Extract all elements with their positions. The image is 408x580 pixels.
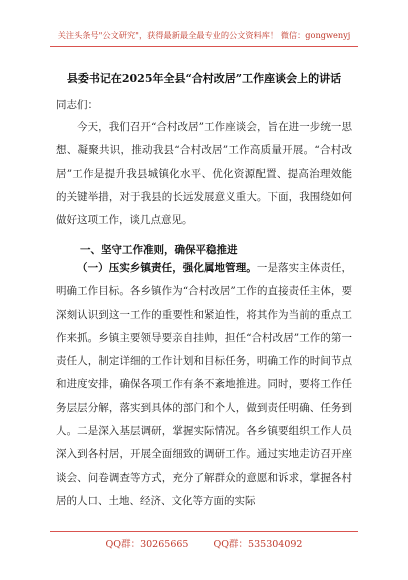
subsection-body: 一是落实主体责任，明确工作目标。各乡镇作为“合村改居”工作的直接责任主体，要深刻认识到这一工作的重要性和紧迫性，将其作为当前的重点工作来抓。乡镇主要领导要亲自挂帅，担任“合村改居”工作的第一责任人，制定详细的工作计划和目标任务，明确工作的时间节点和进度安排，确保各项工作有条不紊地推进。同时，要将工作任务层层分解，落实到具体的部门和个人，做到责任明确、任务到人。二是深入基层调研，掌握实际情况。各乡镇要组织工作人员深入到各村居，开展全面细致的调研工作。通过实地走访召开座谈会、问卷调查等方式，充分了解群众的意愿和诉求，掌握各村居的人口、土地、经济、文化等方面的实际 [56,262,352,507]
salutation: 同志们： [56,99,98,111]
footer-divider [50,531,358,532]
header-divider [50,46,358,47]
intro-paragraph: 今天，我们召开“合村改居”工作座谈会，旨在进一步统一思想、凝聚共识，推动我县“合村改居”工作高质量开展。“合村改居”工作是提升我县城镇化水平、优化资源配置、提高治理效能的关键举措，对于我县的长远发展意义重大。下面，我围绕如何做好这项工作，谈几点意见。 [56,121,352,227]
section-heading: 一、坚守工作准则，确保平稳推进 [80,244,238,256]
footer [0,536,408,550]
footer-qq-group-2: QQ群：535304092 [213,539,303,550]
document-title: 县委书记在2025年全县“合村改居”工作座谈会上的讲话 [66,72,342,85]
footer-qq-group-1: QQ群：30265665 [105,539,189,550]
subsection-paragraph [56,257,352,513]
header-watermark: 关注头条号"公文研究"，获得最新最全最专业的公文资料库！ 微信：gongwenyj [57,30,351,40]
subsection-heading: （一）压实乡镇责任，强化属地管理。 [77,262,257,274]
